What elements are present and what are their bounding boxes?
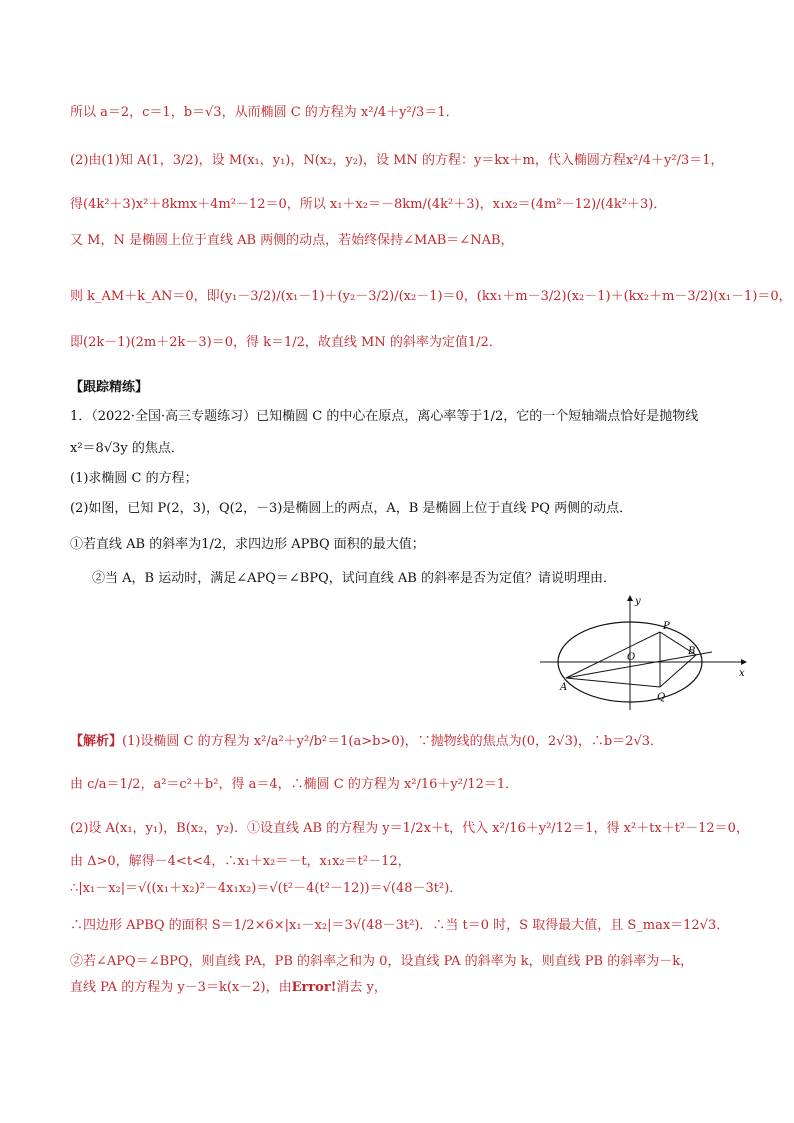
solution-line-6: ∴四边形 APBQ 的面积 S＝1/2×6×|x₁－x₂|＝3√(48－3t²)．∴当 t＝0 时，S 取得最大值，且 S_max＝12√3． [70, 918, 730, 933]
solution-line-8 [70, 979, 387, 997]
prev-line-6: 即(2k－1)(2m＋2k－3)＝0，得 k＝1/2，故直线 MN 的斜率为定值1/2． [70, 335, 502, 350]
prev-line-2-b: x²/4＋y²/3＝1， [625, 153, 724, 168]
prev-line-4: 又 M，N 是椭圆上位于直线 AB 两侧的动点，若始终保持∠MAB＝∠NAB， [70, 233, 514, 248]
prev-line-2 [70, 152, 724, 170]
problem-line-6: ②当 A，B 运动时，满足∠APQ＝∠BPQ，试问直线 AB 的斜率是否为定值？请说明理由． [92, 571, 616, 586]
problem-line-2: x²＝8√3y 的焦点． [70, 441, 184, 456]
label-q: Q [657, 692, 666, 703]
segment-aq [566, 678, 660, 687]
error-ref: Error! [291, 980, 337, 995]
label-b: B [688, 646, 696, 657]
problem-line-4: (2)如图，已知 P(2，3)，Q(2，－3)是椭圆上的两点，A，B 是椭圆上位于直线 PQ 两侧的动点． [70, 501, 633, 516]
solution-line-3: (2)设 A(x₁，y₁)，B(x₂，y₂)．①设直线 AB 的方程为 y＝1/2x＋t，代入 x²/16＋y²/12＝1，得 x²＋tx＋t²－12＝0， [70, 821, 749, 836]
solution-line-1-text: (1)设椭圆 C 的方程为 x²/a²＋y²/b²＝1(a>b>0)，∵抛物线的焦点为(0，2√3)，∴b＝2√3． [122, 734, 664, 749]
segment-ap [566, 632, 660, 678]
solution-tag: 【解析】 [70, 734, 123, 749]
solution-line-2: 由 c/a＝1/2，a²＝c²＋b²，得 a＝4，∴椭圆 C 的方程为 x²/16＋y²/12＝1． [70, 777, 519, 792]
solution-line-1 [70, 733, 663, 751]
label-o: O [627, 652, 636, 663]
label-x: x [739, 668, 745, 679]
prev-line-1: 所以 a＝2，c＝1，b＝√3，从而椭圆 C 的方程为 x²/4＋y²/3＝1． [70, 105, 459, 120]
solution-line-7: ②若∠APQ＝∠BPQ，则直线 PA，PB 的斜率之和为 0，设直线 PA 的斜率为 k，则直线 PB 的斜率为－k， [70, 954, 694, 969]
problem-line-3: (1)求椭圆 C 的方程； [70, 471, 198, 486]
problem-line-5: ①若直线 AB 的斜率为1/2，求四边形 APBQ 面积的最大值； [70, 537, 425, 552]
section-title: 【跟踪精练】 [70, 380, 149, 395]
prev-line-5: 则 k_AM＋k_AN＝0，即(y₁－3/2)/(x₁－1)＋(y₂－3/2)/(x₂－1)＝0，(kx₁＋m－3/2)(x₂－1)＋(kx₂＋m－3/2)(x₁－1)＝0， [70, 289, 792, 304]
solution-line-8-a: 直线 PA 的方程为 y－3＝k(x－2)，由 [70, 980, 292, 995]
solution-line-5: ∴|x₁－x₂|＝√((x₁＋x₂)²－4x₁x₂)＝√(t²－4(t²－12))＝√(48－3t²)． [70, 881, 463, 896]
prev-line-3: 得(4k²＋3)x²＋8kmx＋4m²－12＝0，所以 x₁＋x₂＝－8km/(4k²＋3)，x₁x₂＝(4m²－12)/(4k²＋3)． [70, 197, 667, 212]
ellipse-figure [536, 592, 752, 712]
label-y: y [635, 596, 641, 607]
label-p: P [663, 621, 670, 632]
problem-line-1: 1．（2022·全国·高三专题练习）已知椭圆 C 的中心在原点，离心率等于1/2，它的一个短轴端点恰好是抛物线 [70, 409, 699, 424]
label-a: A [560, 682, 568, 693]
solution-line-8-b: 消去 y， [336, 980, 387, 995]
solution-line-4: 由 Δ>0，解得－4<t<4，∴x₁＋x₂＝－t，x₁x₂＝t²－12， [70, 854, 411, 869]
prev-line-2-a: (2)由(1)知 A(1，3/2)，设 M(x₁，y₁)，N(x₂，y₂)，设 MN 的方程：y＝kx＋m，代入椭圆方程 [70, 153, 626, 168]
